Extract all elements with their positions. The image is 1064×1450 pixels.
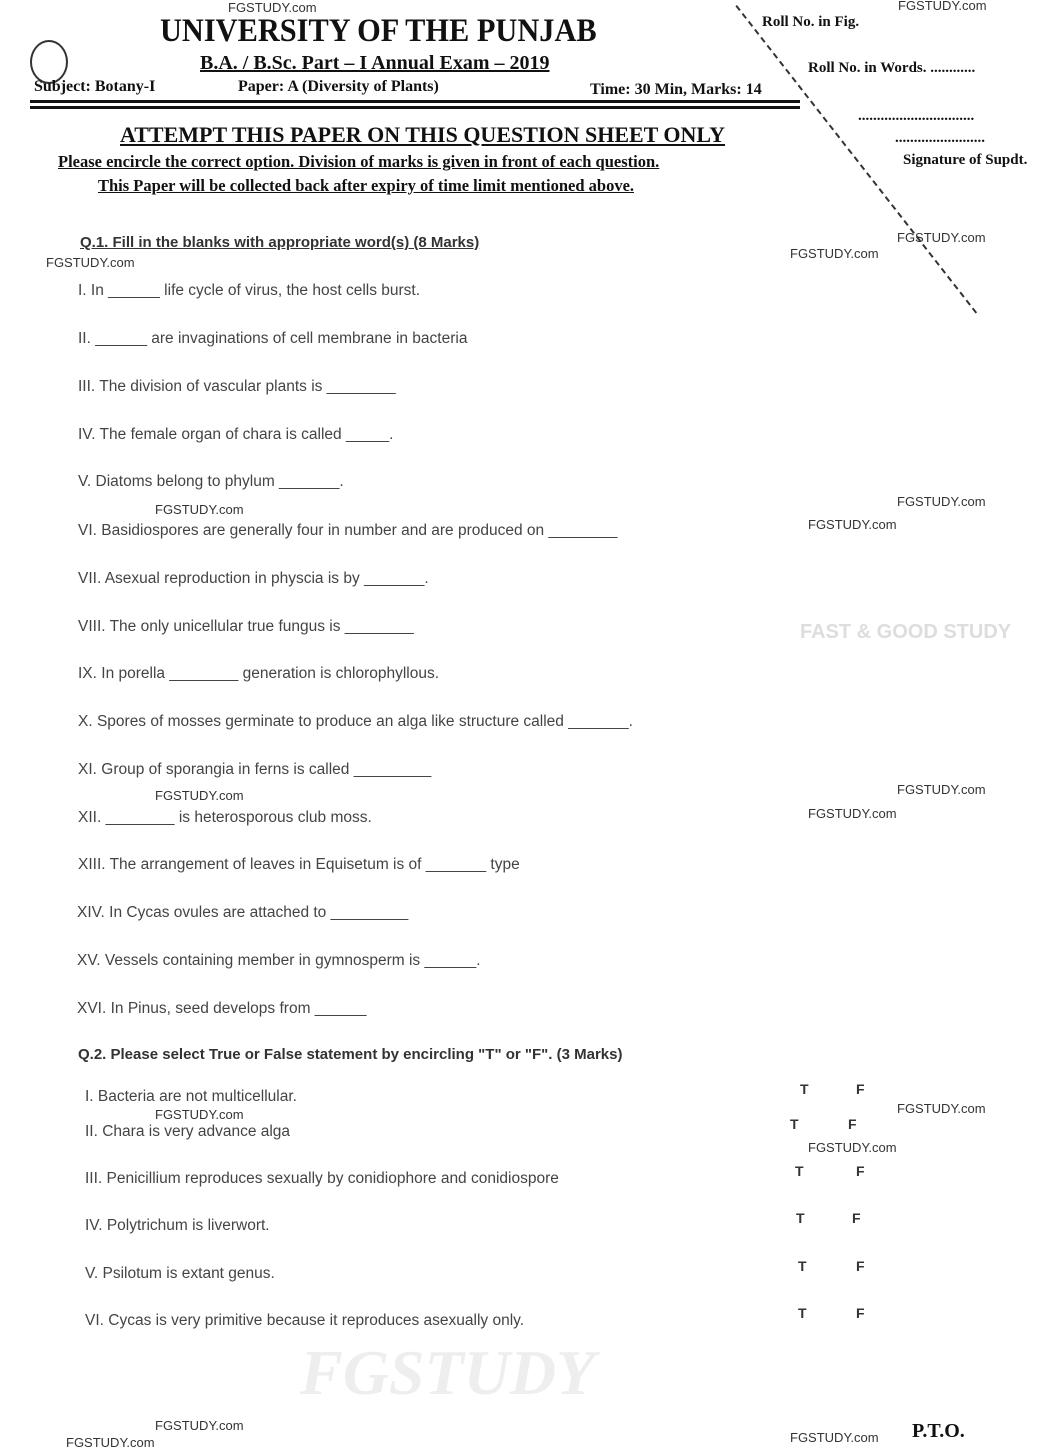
true-false-question: II. Chara is very advance alga [85, 1123, 291, 1140]
fill-blank-question: II. ______ are invaginations of cell membrane in bacteria [78, 330, 468, 347]
roll-no-figures: Roll No. in Fig. [762, 14, 860, 30]
true-option[interactable]: T [800, 1081, 809, 1097]
site-watermark: FGSTUDY.com [897, 494, 986, 509]
site-watermark: FGSTUDY.com [790, 246, 879, 261]
true-option[interactable]: T [790, 1116, 799, 1132]
site-watermark: FGSTUDY.com [897, 230, 986, 245]
instruction-line: Please encircle the correct option. Division of marks is given in front of each question. [58, 152, 660, 171]
divider [30, 100, 800, 103]
true-option[interactable]: T [798, 1258, 807, 1274]
false-option[interactable]: F [848, 1116, 857, 1132]
fill-blank-question: XVI. In Pinus, seed develops from ______ [77, 1000, 367, 1017]
site-watermark: FGSTUDY.com [155, 1107, 244, 1122]
site-watermark: FGSTUDY.com [155, 1418, 244, 1433]
site-watermark: FGSTUDY.com [808, 517, 897, 532]
dotted-line: ........................ [895, 130, 985, 146]
true-false-question: III. Penicillium reproduces sexually by conidiophore and conidiospore [85, 1170, 559, 1187]
tagline-watermark: FAST & GOOD STUDY [800, 621, 1012, 643]
false-option[interactable]: F [856, 1081, 865, 1097]
site-watermark: FGSTUDY.com [898, 0, 987, 13]
fill-blank-question: IX. In porella ________ generation is chlorophyllous. [78, 665, 440, 682]
site-watermark: FGSTUDY.com [790, 1430, 879, 1445]
divider [30, 106, 800, 109]
signature-label: Signature of Supdt. [903, 152, 1028, 168]
instruction-line: This Paper will be collected back after expiry of time limit mentioned above. [98, 176, 635, 195]
subject: Subject: Botany-I [34, 78, 156, 95]
fill-blank-question: XIV. In Cycas ovules are attached to _________ [77, 904, 409, 921]
q1-heading: Q.1. Fill in the blanks with appropriate word(s) (8 Marks) [80, 234, 480, 251]
site-watermark: FGSTUDY.com [897, 1101, 986, 1116]
fill-blank-question: V. Diatoms belong to phylum _______. [78, 473, 344, 490]
fill-blank-question: XI. Group of sporangia in ferns is called _________ [78, 761, 432, 778]
dotted-line: ............................... [858, 108, 975, 124]
site-watermark: FGSTUDY.com [808, 1140, 897, 1155]
fill-blank-question: I. In ______ life cycle of virus, the host cells burst. [78, 282, 421, 299]
true-false-question: VI. Cycas is very primitive because it reproduces asexually only. [85, 1312, 525, 1329]
site-watermark: FGSTUDY.com [228, 0, 317, 15]
fill-blank-question: VII. Asexual reproduction in physcia is by _______. [78, 570, 429, 587]
fill-blank-question: III. The division of vascular plants is ________ [78, 378, 396, 395]
paper: Paper: A (Diversity of Plants) [238, 78, 439, 95]
false-option[interactable]: F [856, 1258, 865, 1274]
true-option[interactable]: T [798, 1305, 807, 1321]
site-watermark: FGSTUDY.com [155, 502, 244, 517]
fill-blank-question: XIII. The arrangement of leaves in Equisetum is of _______ type [78, 856, 520, 873]
site-watermark: FGSTUDY.com [66, 1435, 155, 1450]
attempt-notice: ATTEMPT THIS PAPER ON THIS QUESTION SHEET ONLY [120, 122, 725, 147]
true-false-question: IV. Polytrichum is liverwort. [85, 1217, 270, 1234]
fill-blank-question: IV. The female organ of chara is called _____. [78, 426, 394, 443]
site-watermark: FGSTUDY.com [808, 806, 897, 821]
brand-watermark: FGSTUDY [300, 1337, 596, 1408]
true-false-question: V. Psilotum is extant genus. [85, 1265, 275, 1282]
site-watermark: FGSTUDY.com [46, 255, 135, 270]
fill-blank-question: XV. Vessels containing member in gymnosperm is ______. [77, 952, 481, 969]
pto-label: P.T.O. [912, 1420, 965, 1442]
true-option[interactable]: T [795, 1163, 804, 1179]
site-watermark: FGSTUDY.com [897, 782, 986, 797]
false-option[interactable]: F [856, 1305, 865, 1321]
true-option[interactable]: T [796, 1210, 805, 1226]
exam-name: B.A. / B.Sc. Part – I Annual Exam – 2019 [200, 52, 550, 74]
fill-blank-question: X. Spores of mosses germinate to produce an alga like structure called _______. [78, 713, 633, 730]
q2-heading: Q.2. Please select True or False statement by encircling "T" or "F". (3 Marks) [78, 1046, 623, 1063]
roll-no-words: Roll No. in Words. ............ [808, 60, 976, 76]
fill-blank-question: VIII. The only unicellular true fungus is ________ [78, 618, 414, 635]
true-false-question: I. Bacteria are not multicellular. [85, 1088, 297, 1105]
false-option[interactable]: F [852, 1210, 861, 1226]
site-watermark: FGSTUDY.com [155, 788, 244, 803]
false-option[interactable]: F [856, 1163, 865, 1179]
time-marks: Time: 30 Min, Marks: 14 [590, 81, 762, 98]
fill-blank-question: XII. ________ is heterosporous club moss. [78, 809, 372, 826]
fill-blank-question: VI. Basidiospores are generally four in number and are produced on ________ [78, 522, 618, 539]
university-title: UNIVERSITY OF THE PUNJAB [160, 13, 597, 49]
